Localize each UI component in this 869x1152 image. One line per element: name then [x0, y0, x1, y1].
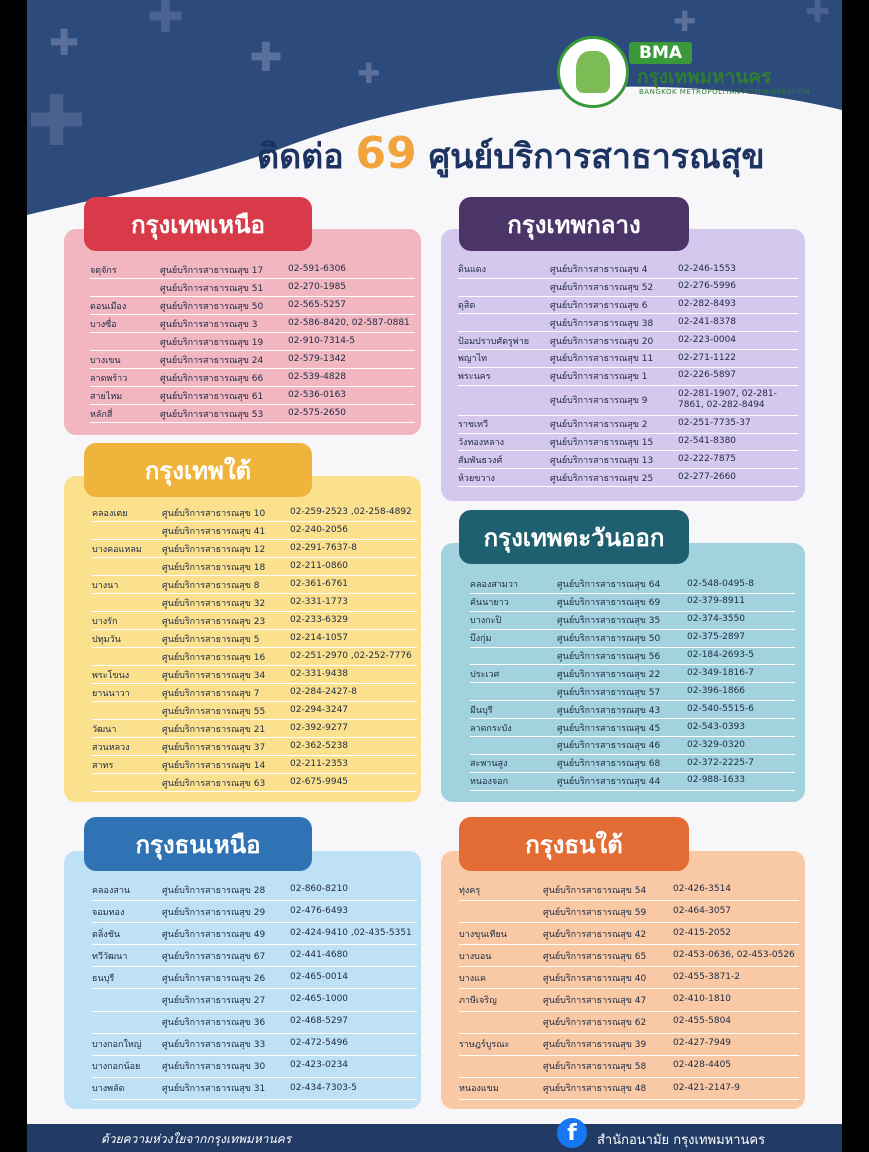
- center-name: ศูนย์บริการสาธารณสุข 63: [162, 778, 266, 789]
- plus-icon: ✚: [49, 23, 80, 64]
- phone-number: 02-428-4405: [673, 1060, 732, 1071]
- table-row: [92, 558, 417, 576]
- title-number: 69: [355, 128, 417, 179]
- table-row: [458, 451, 798, 469]
- center-name: ศูนย์บริการสาธารณสุข 46: [557, 741, 661, 752]
- table-row: [90, 351, 415, 369]
- facebook-icon[interactable]: f: [557, 1118, 587, 1148]
- district-name: สายไหม: [90, 391, 123, 402]
- phone-number: 02-543-0393: [687, 721, 746, 732]
- phone-number: 02-284-2427-8: [290, 686, 358, 697]
- center-name: ศูนย์บริการสาธารณสุข 49: [162, 929, 266, 940]
- table-row: [92, 923, 417, 945]
- title-thonburi-south: กรุงธนใต้: [459, 817, 689, 871]
- rows-east: [470, 576, 795, 791]
- title-north: กรุงเทพเหนือ: [84, 197, 312, 251]
- phone-number: 02-226-5897: [678, 370, 737, 381]
- phone-number: 02-259-2523 ,02-258-4892: [290, 506, 412, 517]
- district-name: หนองแขม: [459, 1084, 499, 1095]
- phone-number: 02-988-1633: [687, 775, 746, 786]
- table-row: [92, 684, 417, 702]
- page-title: [257, 128, 765, 183]
- table-row: [92, 702, 417, 720]
- center-name: ศูนย์บริการสาธารณสุข 10: [162, 508, 266, 519]
- bma-emblem-icon: [557, 36, 629, 108]
- table-row: [90, 279, 415, 297]
- center-name: ศูนย์บริการสาธารณสุข 16: [162, 652, 266, 663]
- phone-number: 02-586-8420, 02-587-0881: [288, 317, 410, 328]
- table-row: [470, 773, 795, 791]
- center-name: ศูนย์บริการสาธารณสุข 31: [162, 1084, 266, 1095]
- table-row: [459, 1056, 799, 1078]
- center-name: ศูนย์บริการสาธารณสุข 51: [160, 283, 264, 294]
- table-row: [470, 755, 795, 773]
- table-row: [459, 901, 799, 923]
- title-prefix: ติดต่อ: [257, 137, 344, 177]
- phone-number: 02-424-9410 ,02-435-5351: [290, 927, 412, 938]
- table-row: [90, 315, 415, 333]
- table-row: [470, 576, 795, 594]
- center-name: ศูนย์บริการสาธารณสุข 28: [162, 885, 266, 896]
- table-row: [90, 405, 415, 423]
- center-name: ศูนย์บริการสาธารณสุข 47: [543, 996, 647, 1007]
- center-name: ศูนย์บริการสาธารณสุข 18: [162, 562, 266, 573]
- district-name: ปทุมวัน: [92, 634, 121, 645]
- phone-number: 02-441-4680: [290, 949, 349, 960]
- logo-english-text: BANGKOK METROPOLITAN ADMINISTRATION: [639, 88, 811, 96]
- phone-number: 02-465-1000: [290, 994, 349, 1005]
- phone-number: 02-539-4828: [288, 371, 347, 382]
- center-name: ศูนย์บริการสาธารณสุข 20: [550, 336, 654, 347]
- center-name: ศูนย์บริการสาธารณสุข 34: [162, 670, 266, 681]
- phone-number: 02-349-1816-7: [687, 668, 755, 679]
- phone-number: 02-591-6306: [288, 263, 347, 274]
- phone-number: 02-271-1122: [678, 352, 737, 363]
- footer-slogan: ด้วยความห่วงใยจากกรุงเทพมหานคร: [101, 1132, 292, 1146]
- center-name: ศูนย์บริการสาธารณสุข 22: [557, 669, 661, 680]
- table-row: [459, 923, 799, 945]
- phone-number: 02-675-9945: [290, 776, 349, 787]
- phone-number: 02-453-0636, 02-453-0526: [673, 949, 795, 960]
- table-row: [92, 1034, 417, 1056]
- center-name: ศูนย์บริการสาธารณสุข 6: [550, 300, 648, 311]
- table-row: [92, 594, 417, 612]
- table-row: [458, 434, 798, 452]
- district-name: ทวีวัฒนา: [92, 951, 128, 962]
- center-name: ศูนย์บริการสาธารณสุข 23: [162, 616, 266, 627]
- phone-number: 02-379-8911: [687, 596, 746, 607]
- center-name: ศูนย์บริการสาธารณสุข 56: [557, 652, 661, 662]
- district-name: ธนบุรี: [92, 973, 115, 984]
- phone-number: 02-214-1057: [290, 632, 349, 643]
- title-suffix: ศูนย์บริการสาธารณสุข: [428, 137, 765, 177]
- phone-number: 02-541-8380: [678, 436, 737, 447]
- phone-number: 02-374-3550: [687, 614, 746, 625]
- district-name: พญาไท: [458, 354, 488, 365]
- center-name: ศูนย์บริการสาธารณสุข 65: [543, 951, 647, 962]
- district-name: ห้วยขวาง: [458, 473, 495, 484]
- district-name: บางกอกใหญ่: [92, 1040, 142, 1051]
- district-name: บางแค: [459, 973, 486, 984]
- table-row: [92, 945, 417, 967]
- phone-number: 02-476-6493: [290, 905, 349, 916]
- district-name: สาทร: [92, 760, 114, 771]
- table-row: [92, 522, 417, 540]
- phone-number: 02-270-1985: [288, 281, 347, 292]
- phone-number: 02-294-3247: [290, 704, 349, 715]
- phone-number: 02-472-5496: [290, 1038, 349, 1049]
- table-row: [92, 756, 417, 774]
- phone-number: 02-277-2660: [678, 471, 737, 482]
- table-row: [92, 967, 417, 989]
- phone-number: 02-375-2897: [687, 632, 746, 643]
- district-name: สะพานสูง: [470, 759, 508, 770]
- district-name: จตุจักร: [90, 265, 117, 276]
- table-row: [92, 504, 417, 522]
- center-name: ศูนย์บริการสาธารณสุข 30: [162, 1062, 266, 1073]
- table-row: [470, 719, 795, 737]
- table-row: [459, 1012, 799, 1034]
- center-name: ศูนย์บริการสาธารณสุข 68: [557, 759, 661, 770]
- center-name: ศูนย์บริการสาธารณสุข 19: [160, 337, 264, 348]
- phone-number: 02-372-2225-7: [687, 757, 755, 768]
- center-name: ศูนย์บริการสาธารณสุข 1: [550, 372, 648, 383]
- phone-number: 02-291-7637-8: [290, 542, 358, 553]
- phone-number: 02-910-7314-5: [288, 335, 356, 346]
- phone-number: 02-251-7735-37: [678, 418, 751, 429]
- phone-number: 02-565-5257: [288, 299, 347, 310]
- phone-number: 02-276-5996: [678, 281, 737, 292]
- district-name: หนองจอก: [470, 777, 509, 788]
- district-name: ลาดพร้าว: [90, 373, 128, 384]
- table-row: [458, 261, 798, 279]
- table-row: [92, 720, 417, 738]
- center-name: ศูนย์บริการสาธารณสุข 64: [557, 580, 661, 591]
- district-name: จอมทอง: [92, 907, 125, 918]
- phone-number: 02-241-8378: [678, 316, 737, 327]
- phone-number: 02-434-7303-5: [290, 1082, 358, 1093]
- district-name: บึงกุ่ม: [470, 634, 492, 645]
- district-name: ภาษีเจริญ: [459, 996, 497, 1007]
- phone-number: 02-860-8210: [290, 883, 349, 894]
- district-name: ประเวศ: [470, 669, 500, 680]
- district-name: สวนหลวง: [92, 742, 130, 753]
- rows-central: [458, 261, 798, 487]
- table-row: [470, 612, 795, 630]
- center-name: ศูนย์บริการสาธารณสุข 21: [162, 724, 266, 735]
- district-name: ดอนเมือง: [90, 301, 127, 312]
- district-name: ทุ่งครุ: [459, 885, 481, 896]
- table-row: [92, 630, 417, 648]
- table-row: [90, 387, 415, 405]
- center-name: ศูนย์บริการสาธารณสุข 27: [162, 996, 266, 1007]
- phone-number: 02-282-8493: [678, 299, 737, 310]
- table-row: [90, 261, 415, 279]
- center-name: ศูนย์บริการสาธารณสุข 48: [543, 1084, 647, 1095]
- district-name: คลองสามวา: [470, 580, 518, 591]
- phone-number: 02-410-1810: [673, 994, 732, 1005]
- phone-number: 02-465-0014: [290, 972, 349, 983]
- district-name: ดุสิต: [458, 300, 476, 311]
- table-row: [459, 967, 799, 989]
- phone-number: 02-455-5804: [673, 1016, 732, 1027]
- table-row: [92, 774, 417, 792]
- district-name: บางนา: [92, 580, 119, 591]
- table-row: [458, 386, 798, 416]
- title-central: กรุงเทพกลาง: [459, 197, 689, 251]
- center-name: ศูนย์บริการสาธารณสุข 13: [550, 455, 654, 466]
- center-name: ศูนย์บริการสาธารณสุข 17: [160, 265, 264, 276]
- logo-thai-text: กรุงเทพมหานคร: [637, 66, 772, 88]
- table-row: [458, 469, 798, 487]
- center-name: ศูนย์บริการสาธารณสุข 9: [550, 396, 648, 407]
- center-name: ศูนย์บริการสาธารณสุข 43: [557, 705, 661, 716]
- poster: [27, 0, 842, 1152]
- table-row: [458, 332, 798, 350]
- district-name: ราชเทวี: [458, 420, 489, 431]
- rows-thonburi-south: [459, 879, 799, 1100]
- center-name: ศูนย์บริการสาธารณสุข 26: [162, 973, 266, 984]
- phone-number: 02-579-1342: [288, 353, 347, 364]
- table-row: [470, 630, 795, 648]
- district-name: คันนายาว: [470, 598, 509, 609]
- center-name: ศูนย์บริการสาธารณสุข 37: [162, 742, 266, 753]
- table-row: [92, 901, 417, 923]
- district-name: วัฒนา: [92, 724, 117, 735]
- table-row: [470, 683, 795, 701]
- center-name: ศูนย์บริการสาธารณสุข 39: [543, 1040, 647, 1051]
- table-row: [470, 701, 795, 719]
- center-name: ศูนย์บริการสาธารณสุข 14: [162, 760, 266, 771]
- district-name: หลักสี่: [90, 409, 113, 420]
- center-name: ศูนย์บริการสาธารณสุข 44: [557, 777, 661, 788]
- phone-number: 02-246-1553: [678, 263, 737, 274]
- center-name: ศูนย์บริการสาธารณสุข 52: [550, 283, 654, 294]
- center-name: ศูนย์บริการสาธารณสุข 53: [160, 409, 264, 420]
- table-row: [92, 648, 417, 666]
- table-row: [470, 737, 795, 755]
- district-name: ยานนาวา: [92, 688, 130, 699]
- table-row: [459, 1078, 799, 1100]
- phone-number: 02-464-3057: [673, 905, 732, 916]
- center-name: ศูนย์บริการสาธารณสุข 38: [550, 318, 654, 329]
- center-name: ศูนย์บริการสาธารณสุข 2: [550, 420, 648, 431]
- center-name: ศูนย์บริการสาธารณสุข 50: [557, 634, 661, 645]
- table-row: [470, 665, 795, 683]
- phone-number: 02-415-2052: [673, 927, 732, 938]
- center-name: ศูนย์บริการสาธารณสุข 54: [543, 885, 647, 896]
- center-name: ศูนย์บริการสาธารณสุข 41: [162, 526, 266, 537]
- district-name: คลองสาน: [92, 885, 131, 896]
- rows-thonburi-north: [92, 879, 417, 1100]
- district-name: บางคอแหลม: [92, 544, 142, 555]
- phone-number: 02-184-2693-5: [687, 650, 755, 661]
- table-row: [92, 879, 417, 901]
- plus-icon: ✚: [805, 0, 831, 30]
- phone-number: 02-233-6329: [290, 614, 349, 625]
- center-name: ศูนย์บริการสาธารณสุข 55: [162, 706, 266, 717]
- plus-icon: ✚: [249, 35, 283, 81]
- phone-number: 02-251-2970 ,02-252-7776: [290, 650, 412, 661]
- phone-number: 02-331-9438: [290, 668, 349, 679]
- center-name: ศูนย์บริการสาธารณสุข 36: [162, 1018, 266, 1029]
- center-name: ศูนย์บริการสาธารณสุข 3: [160, 319, 258, 330]
- district-name: ดินแดง: [458, 265, 487, 276]
- phone-number: 02-281-1907, 02-281-7861, 02-282-8494: [678, 388, 777, 411]
- title-east: กรุงเทพตะวันออก: [459, 510, 689, 564]
- center-name: ศูนย์บริการสาธารณสุข 69: [557, 598, 661, 609]
- footer-page-name[interactable]: สำนักอนามัย กรุงเทพมหานคร: [597, 1133, 766, 1148]
- center-name: ศูนย์บริการสาธารณสุข 58: [543, 1062, 647, 1073]
- rows-south: [92, 504, 417, 792]
- table-row: [459, 1034, 799, 1056]
- table-row: [92, 1012, 417, 1034]
- table-row: [459, 945, 799, 967]
- phone-number: 02-222-7875: [678, 453, 737, 464]
- table-row: [458, 297, 798, 315]
- phone-number: 02-396-1866: [687, 685, 746, 696]
- center-name: ศูนย์บริการสาธารณสุข 42: [543, 929, 647, 940]
- phone-number: 02-421-2147-9: [673, 1082, 741, 1093]
- table-row: [92, 540, 417, 558]
- phone-number: 02-455-3871-2: [673, 972, 741, 983]
- center-name: ศูนย์บริการสาธารณสุข 67: [162, 951, 266, 962]
- phone-number: 02-468-5297: [290, 1016, 349, 1027]
- phone-number: 02-392-9277: [290, 722, 349, 733]
- district-name: ป้อมปราบศัตรูพ่าย: [458, 336, 530, 347]
- district-name: บางกะปิ: [470, 616, 502, 627]
- phone-number: 02-548-0495-8: [687, 578, 755, 589]
- rows-north: [90, 261, 415, 423]
- center-name: ศูนย์บริการสาธารณสุข 32: [162, 598, 266, 609]
- table-row: [470, 594, 795, 612]
- center-name: ศูนย์บริการสาธารณสุข 35: [557, 616, 661, 627]
- district-name: บางกอกน้อย: [92, 1062, 141, 1073]
- center-name: ศูนย์บริการสาธารณสุข 7: [162, 688, 260, 699]
- center-name: ศูนย์บริการสาธารณสุข 62: [543, 1018, 647, 1029]
- table-row: [92, 1056, 417, 1078]
- district-name: มีนบุรี: [470, 705, 493, 716]
- phone-number: 02-223-0004: [678, 334, 737, 345]
- district-name: บางรัก: [92, 616, 118, 627]
- district-name: ตลิ่งชัน: [92, 929, 121, 940]
- district-name: บางเขน: [90, 355, 121, 366]
- district-name: บางขุนเทียน: [459, 929, 507, 940]
- center-name: ศูนย์บริการสาธารณสุข 11: [550, 354, 654, 365]
- phone-number: 02-211-0860: [290, 560, 349, 571]
- center-name: ศูนย์บริการสาธารณสุข 50: [160, 301, 264, 312]
- center-name: ศูนย์บริการสาธารณสุข 12: [162, 544, 266, 555]
- table-row: [458, 416, 798, 434]
- plus-icon: ✚: [147, 0, 184, 43]
- table-row: [92, 1078, 417, 1100]
- table-row: [470, 648, 795, 666]
- center-name: ศูนย์บริการสาธารณสุข 5: [162, 634, 260, 645]
- center-name: ศูนย์บริการสาธารณสุข 45: [557, 723, 661, 734]
- phone-number: 02-329-0320: [687, 739, 746, 750]
- district-name: บางพลัด: [92, 1084, 125, 1095]
- table-row: [90, 369, 415, 387]
- district-name: ราษฎร์บูรณะ: [459, 1040, 510, 1051]
- district-name: พระนคร: [458, 372, 491, 383]
- phone-number: 02-361-6761: [290, 578, 349, 589]
- plus-icon: ✚: [357, 57, 381, 90]
- center-name: ศูนย์บริการสาธารณสุข 57: [557, 687, 661, 698]
- phone-number: 02-240-2056: [290, 524, 349, 535]
- title-thonburi-north: กรุงธนเหนือ: [84, 817, 312, 871]
- district-name: บางบอน: [459, 951, 492, 962]
- phone-number: 02-423-0234: [290, 1060, 349, 1071]
- table-row: [92, 612, 417, 630]
- plus-icon: ✚: [673, 5, 697, 38]
- center-name: ศูนย์บริการสาธารณสุข 33: [162, 1040, 266, 1051]
- phone-number: 02-536-0163: [288, 389, 347, 400]
- center-name: ศูนย์บริการสาธารณสุข 4: [550, 265, 648, 276]
- center-name: ศูนย์บริการสาธารณสุข 59: [543, 907, 647, 918]
- district-name: สัมพันธวงศ์: [458, 455, 503, 466]
- table-row: [459, 989, 799, 1011]
- district-name: วังทองหลาง: [458, 438, 505, 449]
- logo-bma-text: BMA: [629, 42, 692, 64]
- table-row: [92, 989, 417, 1011]
- table-row: [92, 666, 417, 684]
- center-name: ศูนย์บริการสาธารณสุข 15: [550, 438, 654, 449]
- district-name: บางซื่อ: [90, 319, 117, 330]
- plus-icon: ✚: [27, 80, 86, 162]
- district-name: พระโขนง: [92, 670, 130, 681]
- phone-number: 02-211-2353: [290, 758, 349, 769]
- table-row: [92, 576, 417, 594]
- phone-number: 02-331-1773: [290, 596, 349, 607]
- table-row: [90, 333, 415, 351]
- district-name: ลาดกระบัง: [470, 723, 512, 734]
- phone-number: 02-540-5515-6: [687, 703, 755, 714]
- phone-number: 02-427-7949: [673, 1038, 732, 1049]
- center-name: ศูนย์บริการสาธารณสุข 66: [160, 373, 264, 384]
- district-name: คลองเตย: [92, 508, 128, 519]
- title-south: กรุงเทพใต้: [84, 443, 312, 497]
- center-name: ศูนย์บริการสาธารณสุข 40: [543, 973, 647, 984]
- table-row: [92, 738, 417, 756]
- table-row: [458, 279, 798, 297]
- table-row: [458, 314, 798, 332]
- center-name: ศูนย์บริการสาธารณสุข 25: [550, 473, 654, 484]
- center-name: ศูนย์บริการสาธารณสุข 61: [160, 391, 264, 402]
- table-row: [459, 879, 799, 901]
- table-row: [90, 297, 415, 315]
- center-name: ศูนย์บริการสาธารณสุข 29: [162, 907, 266, 918]
- footer: [27, 1121, 842, 1152]
- phone-number: 02-426-3514: [673, 883, 732, 894]
- phone-number: 02-362-5238: [290, 740, 349, 751]
- phone-number: 02-575-2650: [288, 407, 347, 418]
- center-name: ศูนย์บริการสาธารณสุข 8: [162, 580, 260, 591]
- table-row: [458, 368, 798, 386]
- table-row: [458, 350, 798, 368]
- bma-logo: [557, 36, 827, 108]
- center-name: ศูนย์บริการสาธารณสุข 24: [160, 355, 264, 366]
